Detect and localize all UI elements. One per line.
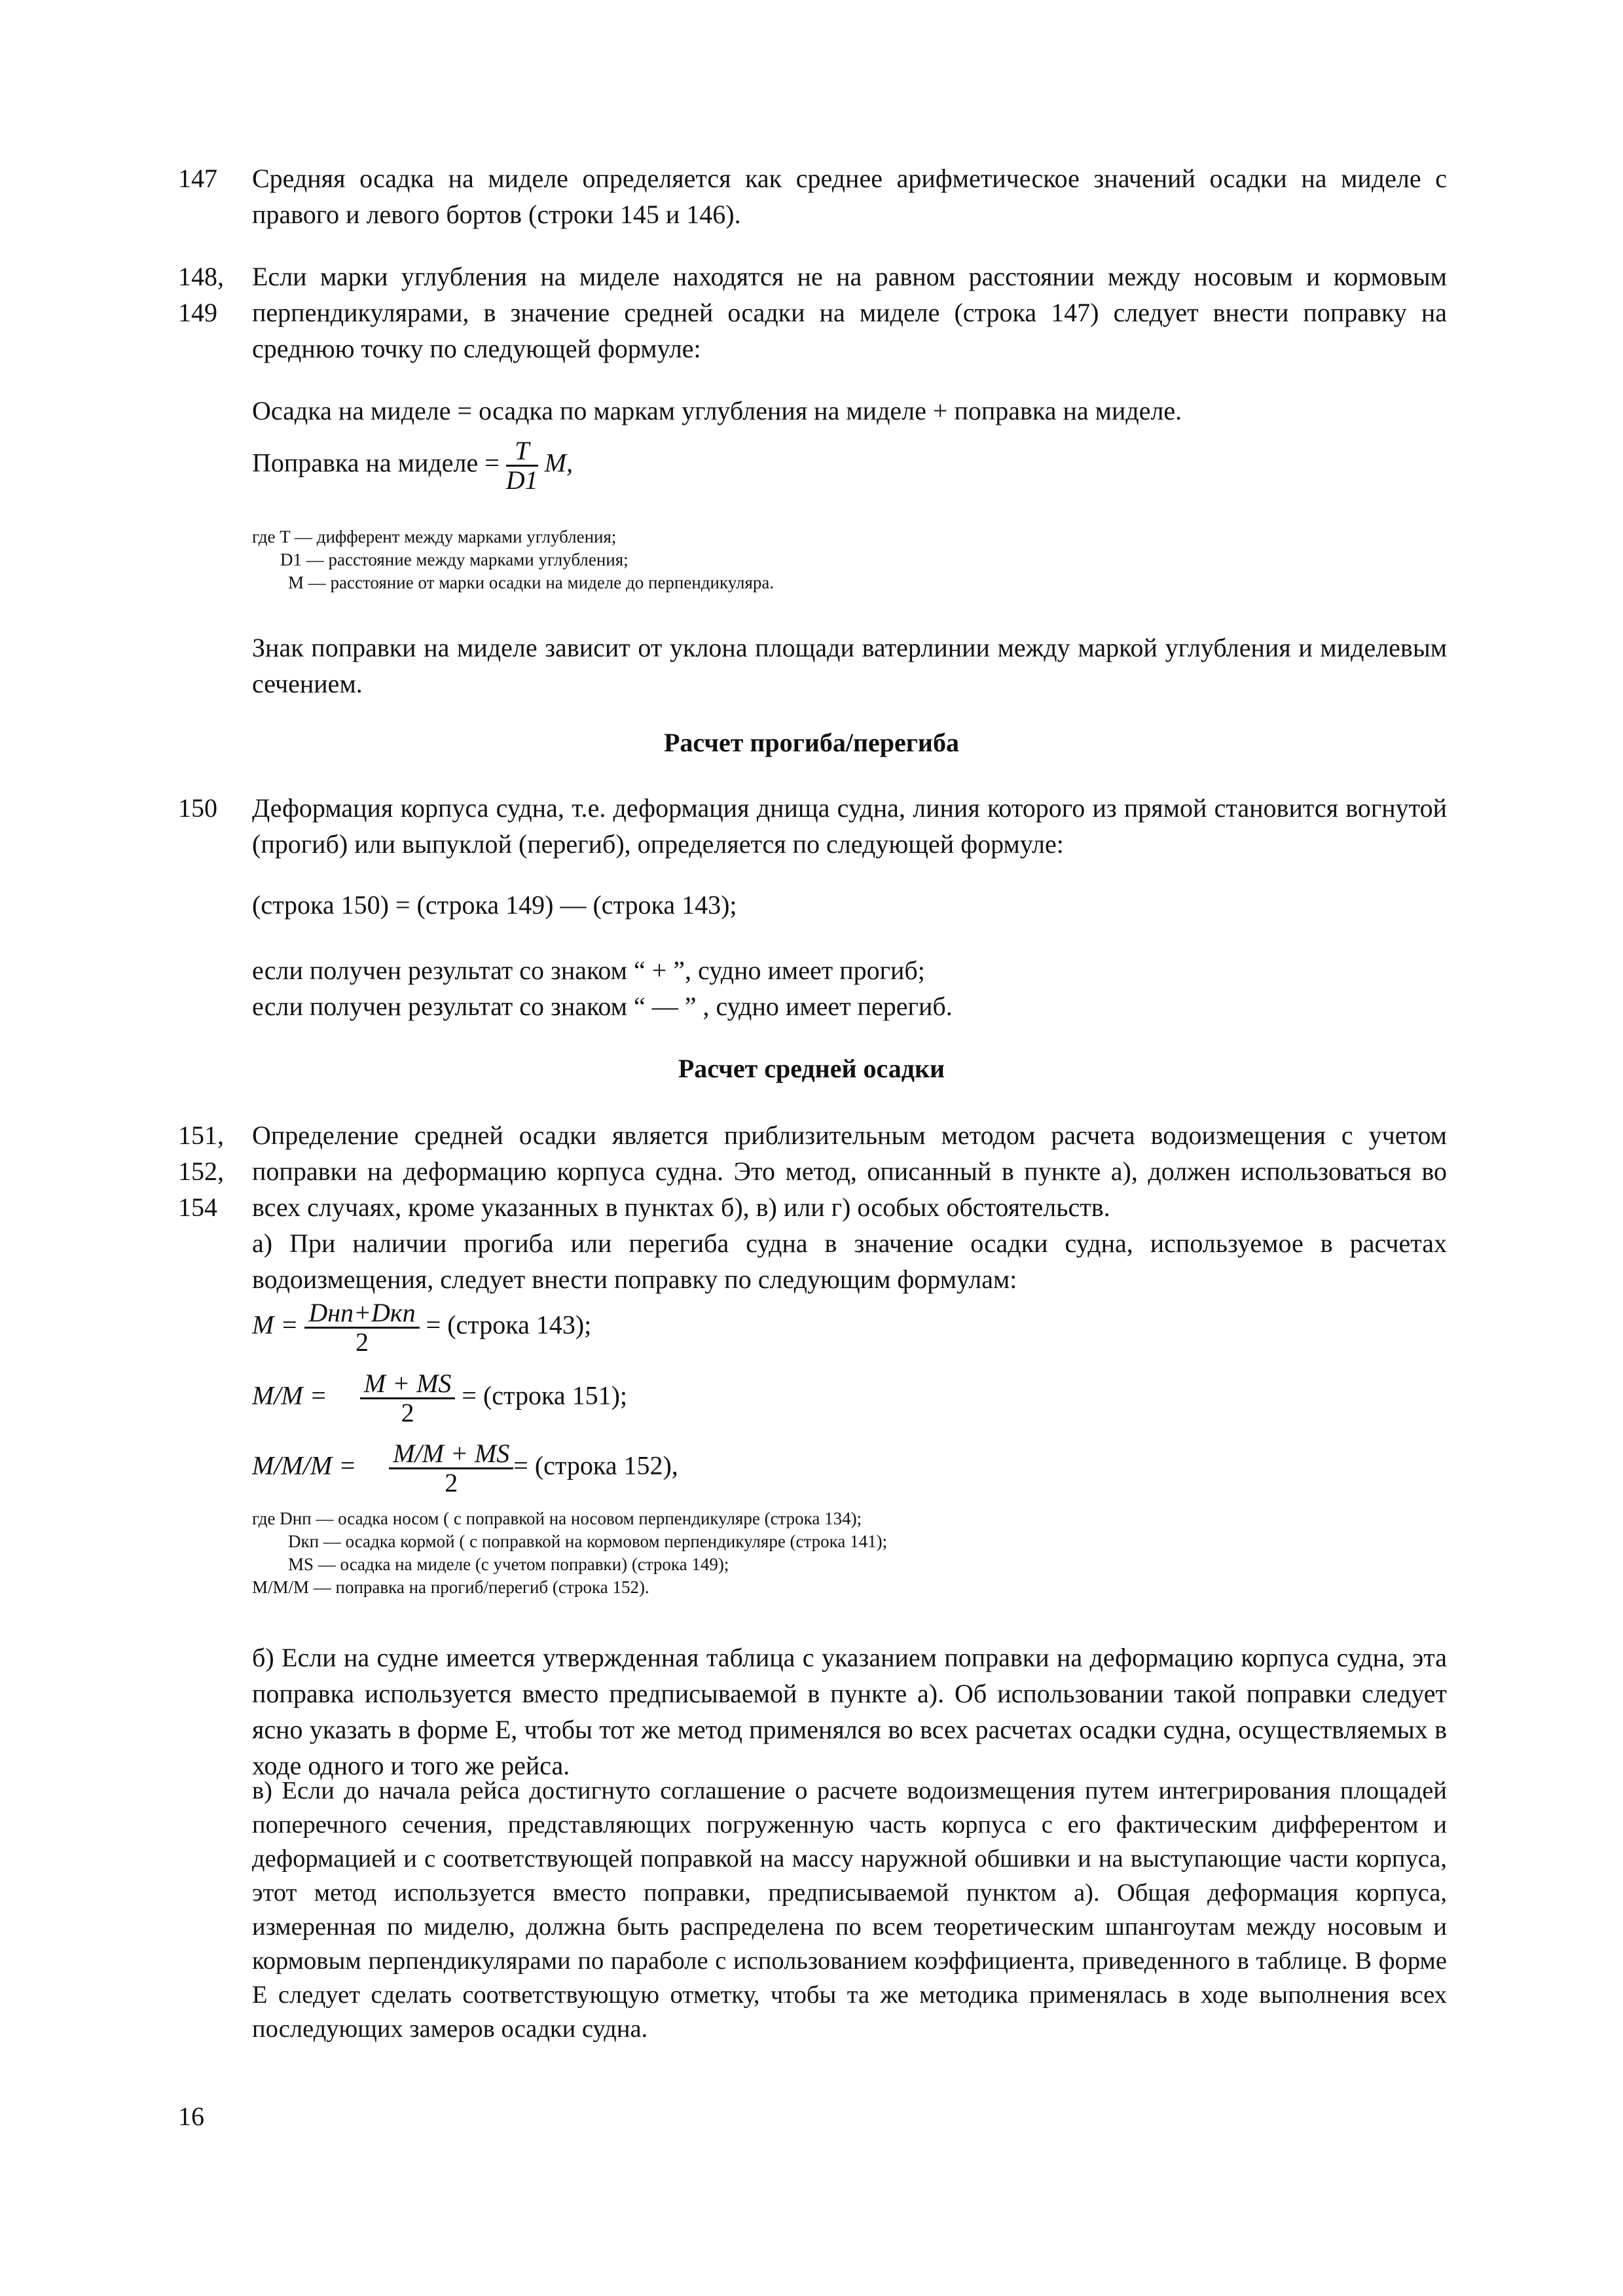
legend-line-1: где Dнп — осадка носом ( с поправкой на носовом перпендикуляре (строка 134);	[252, 1509, 862, 1528]
where-line-1: где T — дифферент между марками углубления;	[252, 527, 617, 547]
legend-line-2: Dкп — осадка кормой ( с поправкой на кормовом перпендикуляре (строка 141);	[288, 1532, 888, 1551]
correction-label: Поправка на миделе =	[252, 448, 506, 478]
section-heading-mean-draft: Расчет средней осадки	[678, 1054, 945, 1083]
paragraph-148: Если марки углубления на миделе находятся не на равном расстоянии между носовым и кормовым перпендикулярами, в значение средней осадки на миделе (строка 147) следует внести поправку на среднюю точку по следующей формуле:	[252, 262, 1447, 363]
formula-mm: M/M = $\frac{M + MS}{2}$ = (строка 151);	[252, 1369, 628, 1427]
correction-tail: M,	[538, 448, 573, 478]
fraction-numerator: Dнп+Dкп	[304, 1299, 419, 1329]
page-number: 16	[178, 2102, 204, 2131]
formula-m-fraction	[304, 1299, 419, 1356]
where-line-2: D1 — расстояние между марками углубления;	[280, 550, 629, 569]
fraction-denominator: 2	[401, 1398, 414, 1427]
item-number-148: 148,	[178, 262, 224, 291]
legend-line-3: MS — осадка на миделе (с учетом поправки) (строка 149);	[288, 1554, 729, 1574]
paragraph-150: Деформация корпуса судна, т.е. деформация днища судна, линия которого из прямой становится вогнутой (прогиб) или выпуклой (перегиб), определяется по следующей формуле:	[252, 793, 1447, 859]
fraction-numerator: M/M + MS	[389, 1440, 513, 1469]
where-line-3: M — расстояние от марки осадки на миделе до перпендикуляра.	[288, 573, 775, 592]
hog-rule-line: если получен результат со знаком “ — ” , судно имеет перегиб.	[252, 992, 953, 1021]
legend-line-4: M/M/M — поправка на прогиб/перегиб (строка 152).	[252, 1577, 649, 1597]
formula-m: M = $\frac{\text{Dнп+Dкп}}{2}$ = (строка 143);	[252, 1298, 592, 1357]
formula-mmm: M/M/M = $\frac{M/M + MS}{2}$ = (строка 152),	[252, 1439, 678, 1498]
fraction-denominator: 2	[445, 1468, 458, 1498]
formula-mmm-fraction	[389, 1440, 513, 1497]
deflection-formula: (строка 150) = (строка 149) — (строка 143);	[252, 890, 737, 920]
paragraph-v: в) Если до начала рейса достигнуто соглашение о расчете водоизмещения путем интегрирования площадей поперечного сечения, представляющих погруженную часть корпуса с его фактическим дифферентом и деформацией и с соответствующей поправкой на массу наружной обшивки и на выступающие части корпуса, этот метод используется вместо поправки, предписываемой пунктом а). Общая деформация корпуса, измеренная по миделю, должна быть распределена по всем теоретическим шпангоутам между носовым и кормовым перпендикулярами по параболе с использованием коэффициента, приведенного в таблице. В форме Е следует сделать соответствующую отметку, чтобы та же методика применялась в ходе выполнения всех последующих замеров осадки судна.	[252, 1777, 1447, 2043]
formula-mm-fraction	[360, 1370, 456, 1427]
paragraph-147: Средняя осадка на миделе определяется как среднее арифметическое значений осадки на миделе с правого и левого бортов (строки 145 и 146).	[252, 164, 1447, 229]
paragraph-151: Определение средней осадки является приблизительным методом расчета водоизмещения с учетом поправки на деформацию корпуса судна. Это метод, описанный в пункте а), должен использоваться во всех случаях, кроме указанных в пунктах б), в) или г) особых обстоятельств.	[252, 1121, 1447, 1222]
correction-formula	[252, 437, 573, 494]
sag-rule-line: если получен результат со знаком “ + ”, судно имеет прогиб;	[252, 956, 925, 985]
item-number-151: 151,	[178, 1121, 224, 1150]
sign-paragraph: Знак поправки на миделе зависит от уклона площади ватерлинии между маркой углубления и миделевым сечением.	[252, 633, 1447, 698]
fraction-numerator: T	[506, 437, 538, 467]
correction-fraction	[506, 437, 538, 494]
section-heading-deflection: Расчет прогиба/перегиба	[664, 728, 959, 757]
paragraph-a: а) При наличии прогиба или перегиба судна в значение осадки судна, используемое в расчетах водоизмещения, следует внести поправку по следующим формулам:	[252, 1229, 1447, 1294]
fraction-numerator: M + MS	[360, 1370, 456, 1399]
fraction-denominator: 2	[355, 1327, 369, 1357]
item-number-152: 152,	[178, 1157, 224, 1186]
item-number-147: 147	[178, 164, 217, 193]
item-number-150: 150	[178, 793, 217, 823]
item-number-149: 149	[178, 298, 217, 327]
fraction-denominator: D1	[505, 465, 538, 495]
draft-formula-line: Осадка на миделе = осадка по маркам углубления на миделе + поправка на миделе.	[252, 396, 1182, 425]
item-number-154: 154	[178, 1193, 217, 1222]
paragraph-b: б) Если на судне имеется утвержденная таблица с указанием поправки на деформацию корпуса судна, эта поправка используется вместо предписываемой в пункте а). Об использовании такой поправки следует ясно указать в форме Е, чтобы тот же метод применялся во всех расчетах осадки судна, осуществляемых в ходе одного и того же рейса.	[252, 1643, 1447, 1780]
